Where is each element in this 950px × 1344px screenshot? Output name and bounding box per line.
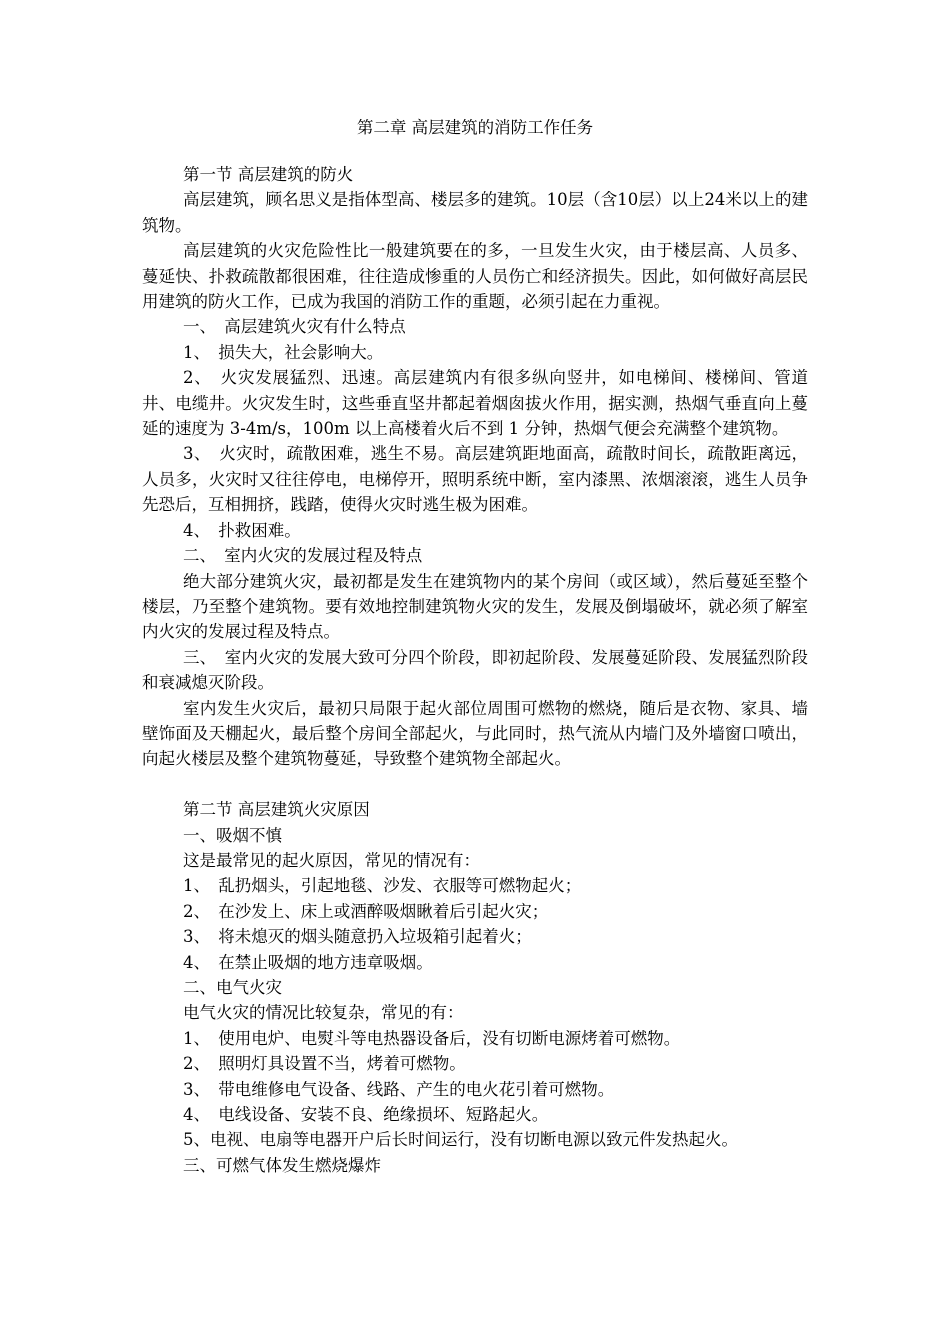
section-heading: 第一节 高层建筑的防火 <box>183 165 354 184</box>
paragraph: 室内发生火灾后，最初只局限于起火部位周围可燃物的燃烧，随后是衣物、家具、墙壁饰面及天棚起火，最后整个房间全部起火，与此同时，热气流从内墙门及外墙窗口喷出，向起火楼层及整个建筑物蔓延，导致整个建筑物全部起火。 <box>142 698 808 769</box>
paragraph: 这是最常见的起火原因，常见的情况有： <box>183 850 480 870</box>
list-heading: 二、电气火灾 <box>183 977 282 997</box>
section-heading: 第二节 高层建筑火灾原因 <box>183 800 370 820</box>
list-heading: 二、 室内火灾的发展过程及特点 <box>183 546 423 566</box>
list-heading: 一、吸烟不慎 <box>183 825 282 845</box>
list-item: 4、 电线设备、安装不良、绝缘损坏、短路起火。 <box>183 1105 549 1125</box>
blank-line <box>142 772 808 797</box>
list-item: 2、 在沙发上、床上或酒醉吸烟瞅着后引起火灾； <box>183 901 549 921</box>
list-item: 1、 乱扔烟头，引起地毯、沙发、衣服等可燃物起火； <box>183 876 582 896</box>
paragraph: 高层建筑的火灾危险性比一般建筑要在的多，一旦发生火灾，由于楼层高、人员多、蔓延快、扑救疏散都很困难，往往造成惨重的人员伤亡和经济损失。因此，如何做好高层民用建筑的防火工作，已成为我国的消防工作的重题，必须引起在力重视。 <box>142 241 808 312</box>
list-item: 3、 火灾时，疏散困难，逃生不易。高层建筑距地面高，疏散时间长，疏散距离远，人员多，火灾时又往往停电，电梯停开，照明系统中断，室内漆黑、浓烟滚滚，逃生人员争先恐后，互相拥挤，践踏，使得火灾时逃生极为困难。 <box>142 444 808 515</box>
document-body <box>142 162 808 1178</box>
paragraph: 绝大部分建筑火灾，最初都是发生在建筑物内的某个房间（或区域），然后蔓延至整个楼层，乃至整个建筑物。要有效地控制建筑物火灾的发生，发展及倒塌破坏，就必须了解室内火灾的发展过程及特点。 <box>142 571 808 642</box>
list-item: 5、电视、电扇等电器开户后长时间运行，没有切断电源以致元件发热起火。 <box>183 1130 738 1150</box>
chapter-title: 第二章 高层建筑的消防工作任务 <box>356 118 594 137</box>
paragraph: 高层建筑，顾名思义是指体型高、楼层多的建筑。10层（含10层）以上24米以上的建筑物。 <box>142 190 808 235</box>
list-heading: 一、 高层建筑火灾有什么特点 <box>183 317 406 337</box>
list-heading: 三、可燃气体发生燃烧爆炸 <box>183 1155 381 1175</box>
list-item: 2、 照明灯具设置不当，烤着可燃物。 <box>183 1054 466 1074</box>
list-item: 4、 扑救困难。 <box>183 520 301 540</box>
list-item: 4、 在禁止吸烟的地方违章吸烟。 <box>183 952 433 972</box>
list-item: 2、 火灾发展猛烈、迅速。高层建筑内有很多纵向竖井，如电梯间、楼梯间、管道井、电缆井。火灾发生时，这些垂直坚井都起着烟囱拔火作用，据实测，热烟气垂直向上蔓延的速度为 3-4m/s，100m 以上高楼着火后不到 1 分钟，热烟气便会充满整个建筑物。 <box>142 368 808 439</box>
list-item: 1、 使用电炉、电熨斗等电热器设备后，没有切断电源烤着可燃物。 <box>183 1028 681 1048</box>
list-item: 3、 带电维修电气设备、线路、产生的电火花引着可燃物。 <box>183 1079 615 1099</box>
paragraph: 三、 室内火灾的发展大致可分四个阶段，即初起阶段、发展蔓延阶段、发展猛烈阶段和衰减熄灭阶段。 <box>142 647 808 693</box>
list-item: 3、 将未熄灭的烟头随意扔入垃圾箱引起着火； <box>183 927 532 947</box>
paragraph: 电气火灾的情况比较复杂，常见的有： <box>183 1003 464 1023</box>
list-item: 1、 损失大，社会影响大。 <box>183 342 384 362</box>
